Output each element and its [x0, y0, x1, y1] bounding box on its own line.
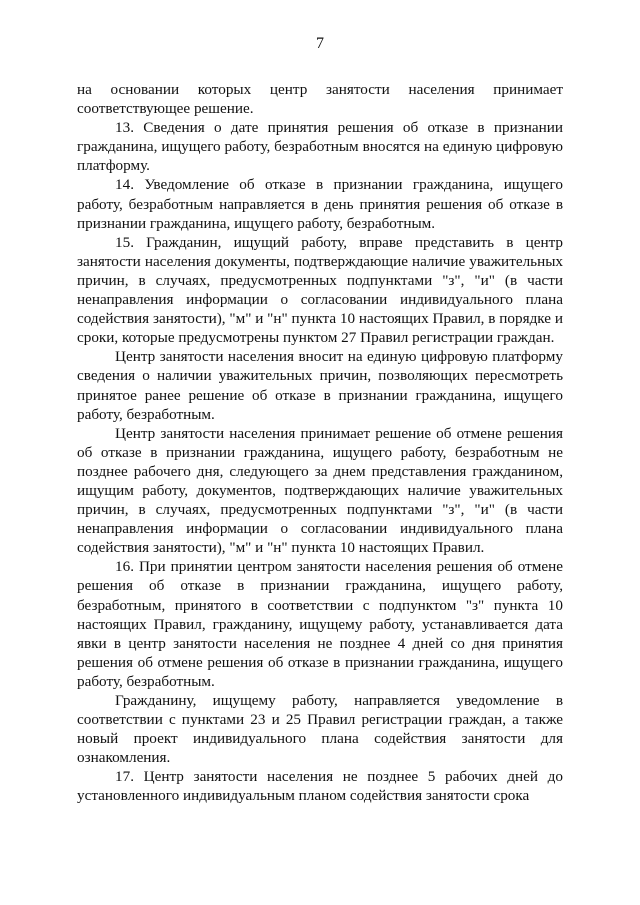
- paragraph-16: 16. При принятии центром занятости населения решения об отмене решения об отказе в признании гражданина, ищущего работу, безработным, принятого в соответствии с подпунктом "з" пункта 10 настоящих Правил, гражданину, ищущему работу, устанавливается дата явки в центр занятости населения не позднее 4 дней со дня принятия решения об отмене решения об отказе в признании гражданина, ищущего работу, безработным.: [77, 558, 563, 690]
- paragraph-13: 13. Сведения о дате принятия решения об отказе в признании гражданина, ищущего работу, безработным вносятся на единую цифровую платформу.: [77, 119, 563, 175]
- page-number: 7: [316, 35, 324, 52]
- paragraph-continuation: на основании которых центр занятости населения принимает соответствующее решение.: [77, 81, 563, 118]
- paragraph-15: 15. Гражданин, ищущий работу, вправе представить в центр занятости населения документы, подтверждающие наличие уважительных причин, в случаях, предусмотренных подпунктами "з", "и" (в части ненаправления информации о согласовании индивидуального плана содействия занятости), "м" и "н" пункта 10 настоящих Правил, в порядке и сроки, которые предусмотрены пунктом 27 Правил регистрации граждан.: [77, 233, 563, 347]
- paragraph-15-part-2: Центр занятости населения вносит на единую цифровую платформу сведения о наличии уважительных причин, позволяющих пересмотреть принятое ранее решение об отказе в признании гражданина, ищущего работу, безработным.: [77, 348, 563, 423]
- paragraph-16-part-2: Гражданину, ищущему работу, направляется уведомление в соответствии с пунктами 23 и 25 Правил регистрации граждан, а также новый проект индивидуального плана содействия занятости для ознакомления.: [77, 692, 563, 767]
- document-body: [77, 80, 563, 806]
- paragraph-17: 17. Центр занятости населения не позднее 5 рабочих дней до установленного индивидуальным планом содействия занятости срока: [77, 768, 563, 805]
- paragraph-14: 14. Уведомление об отказе в признании гражданина, ищущего работу, безработным направляется в день принятия решения об отказе в признании гражданина, ищущего работу, безработным.: [77, 176, 563, 232]
- paragraph-15-part-3: Центр занятости населения принимает решение об отмене решения об отказе в признании гражданина, ищущего работу, безработным не позднее рабочего дня, следующего за днем представления гражданином, ищущим работу, документов, подтверждающих наличие уважительных причин, в случаях, предусмотренных подпунктами "з", "и" (в части ненаправления информации о согласовании индивидуального плана содействия занятости), "м" и "н" пункта 10 настоящих Правил.: [77, 424, 563, 557]
